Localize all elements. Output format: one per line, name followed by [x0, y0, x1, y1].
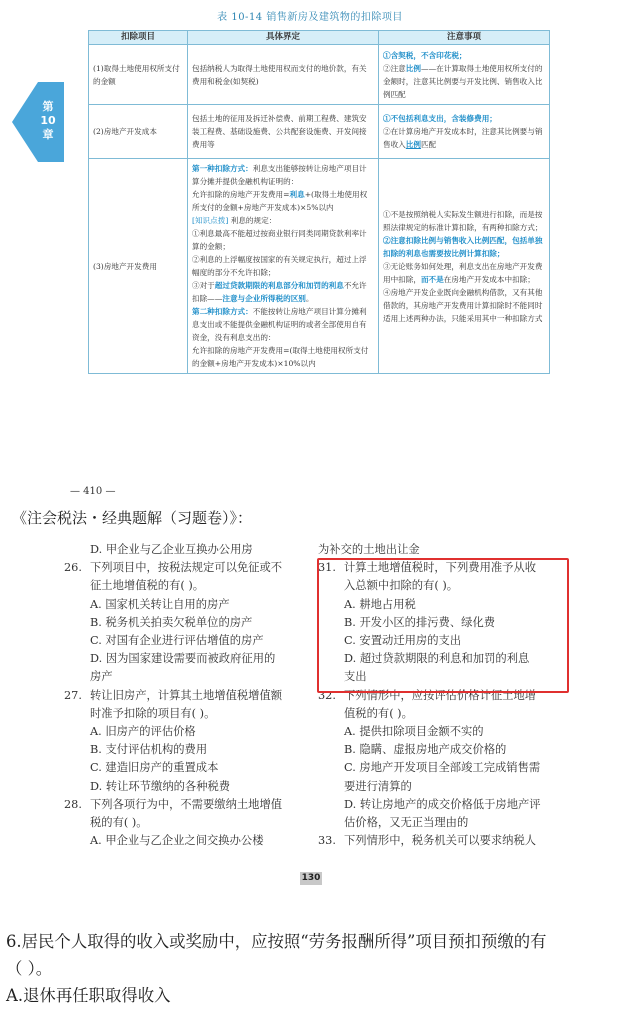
row3-notes — [379, 159, 550, 374]
option-d[interactable]: D. 转让房地产的成交价格低于房地产评 — [344, 797, 541, 811]
row2-note-b-pre: ②在计算房地产开发成本时，注意其比例要与销售收入 — [383, 127, 543, 149]
question-32 — [318, 687, 561, 833]
row3-item: (3)房地产开发费用 — [89, 159, 188, 374]
option-d[interactable]: D. 转让环节缴纳的各种税费 — [90, 779, 231, 793]
stem-line: 下列项目中，按税法规定可以免征或不 — [90, 561, 283, 575]
option-b[interactable]: B. 开发小区的排污费、绿化费 — [344, 615, 496, 629]
row1-note-a: ①含契税，不含印花税； — [383, 50, 467, 60]
row1-definition: 包括纳税人为取得土地使用权而支付的地价款，有关费用和税金(如契税) — [188, 45, 379, 105]
row3-formula1-em: 利息 — [289, 190, 305, 199]
question-number: 31. — [318, 561, 336, 575]
row2-note-b-post: 匹配 — [420, 140, 437, 149]
question-number: 27. — [64, 688, 82, 702]
deduction-items-table — [88, 30, 550, 374]
stem-line: 下列情形中，应按评估价格计征土地增 — [344, 688, 537, 702]
row3-note3-post: 在房地产开发成本中扣除； — [443, 274, 535, 284]
option-b[interactable]: B. 隐瞒、虚报房地产成交价格的 — [344, 743, 507, 757]
row1-note-b-em: 比例 — [405, 63, 421, 73]
question-28 — [64, 796, 314, 851]
row3-method2 — [192, 305, 374, 344]
row3-note1: ①不是按照纳税人实际发生额进行扣除，而是按照法律规定的标准计算扣除，有两种扣除方式； — [383, 209, 543, 232]
table-row — [89, 45, 550, 105]
stem-line: 入总额中扣除的有( )。 — [344, 579, 459, 593]
stem-line: 转让旧房产，计算其土地增值税增值额 — [90, 688, 283, 702]
bottom-question — [6, 928, 616, 1009]
page-number-bottom: 130 — [301, 873, 321, 883]
row2-note-b-em: 比例 — [405, 140, 421, 149]
stem-line: 值税的有( )。 — [344, 706, 413, 720]
option-c[interactable]: C. 安置动迁用房的支出 — [344, 634, 462, 648]
option-c[interactable]: C. 对国有企业进行评估增值的房产 — [90, 634, 264, 648]
row3-note3-pre: ③无论账务如何处理，利息支出在房地产开发费用中扣除， — [383, 261, 543, 284]
row3-method2-text: 不能按转让房地产项目计算分摊利息支出或不能提供金融机构证明的或者全部使用自有资金，没有利息支出的： — [192, 307, 367, 342]
row3-tip3-pre: ③对于 — [192, 281, 215, 290]
question-33 — [318, 832, 561, 850]
row3-tip — [192, 214, 374, 227]
question-number: 32. — [318, 688, 336, 702]
table-title: 表 10-14 销售新房及建筑物的扣除项目 — [217, 12, 403, 23]
row3-definition — [188, 159, 379, 374]
table-header-row — [89, 31, 550, 45]
chapter-label-number: 10 — [40, 114, 56, 127]
option-c[interactable]: C. 建造旧房产的重置成本 — [90, 761, 219, 775]
row3-tip2: ②利息的上浮幅度按国家的有关规定执行，超过上浮幅度的部分不允许扣除； — [192, 255, 367, 277]
table-row — [89, 159, 550, 374]
header-deduction-item: 扣除项目 — [89, 31, 188, 45]
stem-line: 时准予扣除的项目有( )。 — [90, 706, 216, 720]
row3-tip1: ①利息最高不能超过按商业银行同类同期贷款利率计算的金额； — [192, 229, 367, 251]
row2-definition: 包括土地的征用及拆迁补偿费、前期工程费、建筑安装工程费、基础设施费、公共配套设施费、开发间接费用等 — [188, 105, 379, 159]
table-row — [89, 105, 550, 159]
option-c-cont: 要进行清算的 — [344, 779, 412, 793]
chapter-label — [38, 100, 58, 142]
row1-notes — [379, 45, 550, 105]
row3-note3-em: 而不是 — [420, 274, 444, 284]
row2-note-b — [383, 125, 545, 151]
row3-formula1-post: +(取得土地使用权所支付的金额+房地产开发成本)×5%以内 — [192, 190, 368, 212]
row3-formula2: 允许扣除的房地产开发费用=(取得土地使用权所支付的金额+房地产开发成本)×10%以内 — [192, 346, 369, 368]
option-a[interactable]: A. 旧房产的评估价格 — [90, 725, 196, 739]
bottom-option-a[interactable]: A.退休再任职取得收入 — [6, 986, 171, 1005]
row3-method1-label: 第一种扣除方式： — [192, 164, 253, 173]
question-stem — [318, 832, 561, 850]
question-number: 26. — [64, 561, 82, 575]
header-notes: 注意事项 — [379, 31, 550, 45]
stem-line: 税的有( )。 — [90, 816, 148, 830]
row3-tip3-em2: 注意与企业所得税的区别 — [222, 294, 306, 303]
row2-item: (2)房地产开发成本 — [89, 105, 188, 159]
option-d-cont: 房产 — [90, 670, 113, 684]
left-question-column — [64, 541, 314, 850]
row1-note-b — [383, 62, 545, 101]
header-definition: 具体界定 — [188, 31, 379, 45]
question-number: 33. — [318, 834, 336, 848]
option-c[interactable]: C. 房地产开发项目全部竣工完成销售需 — [344, 761, 541, 775]
option-a[interactable]: A. 国家机关转让自用的房产 — [90, 597, 230, 611]
row3-method1 — [192, 162, 374, 188]
row3-tip3-post: 。 — [305, 294, 314, 303]
option-a[interactable]: A. 甲企业与乙企业之间交换办公楼 — [90, 834, 264, 848]
question-number: 28. — [64, 797, 82, 811]
row3-note4: ④房地产开发企业既向金融机构借款，又有其他借款的，其房地产开发费用计算扣除时不能同时适用上述两种办法，只能采用其中一种扣除方式 — [383, 287, 543, 323]
book-title: 《注会税法・经典题解（习题卷）》： — [12, 509, 253, 527]
row3-note2: ②注意扣除比例与销售收入比例匹配，包括单独扣除的利息也需要按比例计算扣除； — [383, 235, 543, 258]
question-stem — [64, 796, 314, 814]
stem-line: 计算土地增值税时，下列费用准予从收 — [344, 561, 537, 575]
bottom-question-line1: 6.居民个人取得的收入或奖励中，应按照“劳务报酬所得”项目预扣预缴的有 — [6, 932, 547, 951]
highlight-box — [317, 558, 569, 693]
row3-method1-text: 利息支出能够按转让房地产项目计算分摊并提供金融机构证明的： — [192, 164, 367, 186]
row3-formula1 — [192, 188, 374, 214]
row3-tip-text: 利息的规定： — [230, 216, 277, 225]
row1-note-b-pre: ②注意 — [383, 63, 406, 73]
option-d[interactable]: D. 因为国家建设需要而被政府征用的 — [90, 652, 276, 666]
row3-tip3-em1: 超过贷款期限的利息部分和加罚的利息 — [214, 281, 344, 290]
chapter-label-suffix: 章 — [42, 128, 54, 141]
bottom-question-line2: （ ）。 — [6, 959, 53, 978]
row2-note-a: ①不包括利息支出，含装修费用； — [383, 114, 497, 123]
question-stem — [64, 687, 314, 705]
question-26 — [64, 559, 314, 686]
stem-line: 下列各项行为中，不需要缴纳土地增值 — [90, 797, 283, 811]
option-b[interactable]: B. 税务机关拍卖欠税单位的房产 — [90, 615, 253, 629]
prev-option: D. 甲企业与乙企业互换办公用房 — [90, 543, 253, 556]
option-d[interactable]: D. 超过贷款期限的利息和加罚的利息 — [344, 652, 530, 666]
row3-tip3-mid: 不允许扣除—— — [192, 281, 367, 303]
option-a[interactable]: A. 提供扣除项目金额不实的 — [344, 725, 484, 739]
option-d-cont: 支出 — [344, 670, 367, 684]
row3-formula1-pre: 允许扣除的房地产开发费用= — [192, 190, 290, 199]
option-d-cont: 估价格，又无正当理由的 — [344, 816, 469, 830]
option-a[interactable]: A. 耕地占用税 — [344, 597, 416, 611]
row3-tip3 — [192, 279, 374, 305]
row1-note-b-post: ——在计算取得土地使用权所支付的金额时，注意其比例要与开发比例、销售收入比例匹配 — [383, 63, 543, 99]
question-27 — [64, 687, 314, 796]
chapter-label-prefix: 第 — [42, 100, 54, 113]
row3-method2-label: 第二种扣除方式： — [192, 307, 253, 316]
row1-item: (1)取得土地使用权所支付的金额 — [89, 45, 188, 105]
prev-line: 为补交的土地出让金 — [318, 543, 420, 556]
row2-notes — [379, 105, 550, 159]
stem-line: 下列情形中，税务机关可以要求纳税人 — [344, 834, 537, 848]
page-number-top: — 410 — — [70, 486, 116, 497]
question-stem — [64, 559, 314, 577]
option-b[interactable]: B. 支付评估机构的费用 — [90, 743, 208, 757]
row3-note3 — [383, 260, 545, 286]
stem-line: 征土地增值税的有( )。 — [90, 579, 205, 593]
row3-tip-label: [知识点拨] — [192, 216, 229, 225]
